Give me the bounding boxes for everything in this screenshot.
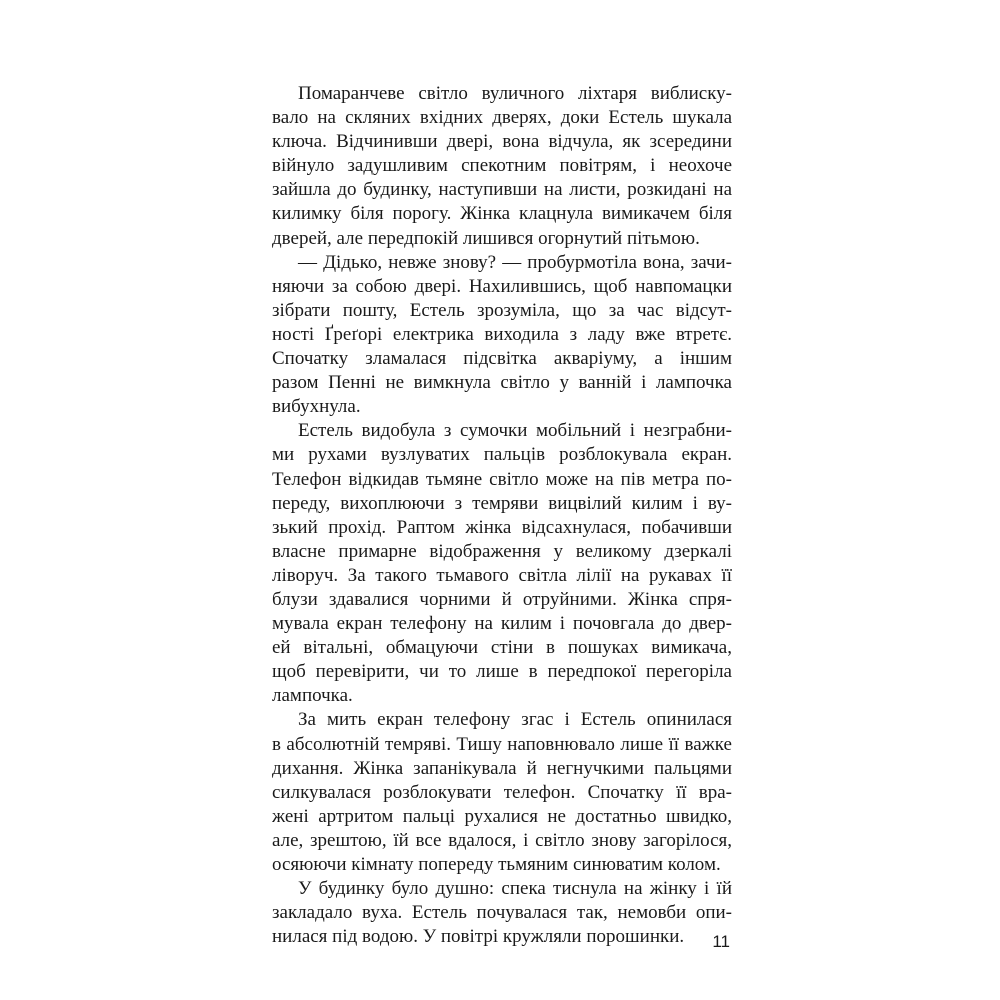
text-line: переду, вихоплюючи з темряви вицвілий килим і ву- bbox=[272, 492, 732, 514]
text-line: За мить екран телефону згас і Естель опинилася bbox=[298, 709, 732, 731]
text-line: зайшла до будинку, наступивши на листи, розкидані на bbox=[272, 179, 732, 201]
page-number: 11 bbox=[712, 932, 730, 951]
text-line: ліворуч. За такого тьмавого світла лілії на рукавах її bbox=[272, 564, 732, 586]
text-line: Спочатку зламалася підсвітка акваріуму, а іншим bbox=[272, 348, 732, 370]
paragraph bbox=[272, 251, 732, 420]
text-line: зібрати пошту, Естель зрозуміла, що за час відсут- bbox=[272, 299, 732, 321]
text-line: У будинку було душно: спека тиснула на жінку і їй bbox=[298, 878, 732, 900]
text-line: дихання. Жінка запанікувала й негнучкими пальцями bbox=[272, 757, 732, 779]
text-line: закладало вуха. Естель почувалася так, немовби опи- bbox=[272, 902, 732, 924]
text-line: силкувалася розблокувати телефон. Спочатку її вра- bbox=[272, 781, 732, 803]
text-line: дверей, але передпокій лишився огорнутий пітьмою. bbox=[272, 227, 700, 249]
text-line: осяюючи кімнату попереду тьмяним синюватим колом. bbox=[272, 854, 721, 875]
text-line: ей вітальні, обмацуючи стіни в пошуках вимикача, bbox=[272, 637, 732, 659]
text-line: жені артритом пальці рухалися не достатньо швидко, bbox=[272, 805, 732, 827]
paragraph bbox=[272, 877, 732, 949]
paragraph bbox=[272, 419, 732, 708]
text-line: в абсолютній темряві. Тишу наповнювало лише її важке bbox=[272, 733, 732, 755]
text-line: лампочка. bbox=[272, 685, 353, 707]
text-line: Естель видобула з сумочки мобільний і незграбни- bbox=[298, 420, 732, 442]
text-line: разом Пенні не вимкнула світло у ванній і лампочка bbox=[272, 372, 732, 394]
text-line: щоб перевірити, чи то лише в передпокої перегоріла bbox=[272, 661, 732, 683]
text-line: нилася під водою. У повітрі кружляли порошинки. bbox=[272, 926, 685, 948]
text-line: мувала екран телефону на килим і почовгала до двер- bbox=[272, 613, 732, 635]
text-line: власне примарне відображення у великому дзеркалі bbox=[272, 540, 732, 562]
text-line: війнуло задушливим спекотним повітрям, і неохоче bbox=[272, 155, 732, 177]
text-line: няючи за собою двері. Нахилившись, щоб навпомацки bbox=[272, 275, 732, 297]
text-line: вало на скляних вхідних дверях, доки Естель шукала bbox=[272, 107, 732, 129]
text-line: ми рухами вузлуватих пальців розблокувала екран. bbox=[272, 444, 732, 466]
text-line: вибухнула. bbox=[272, 396, 361, 418]
text-line: килимку біля порогу. Жінка клацнула вимикачем біля bbox=[272, 203, 732, 225]
text-line: Помаранчеве світло вуличного ліхтаря виблиску- bbox=[298, 83, 732, 104]
text-line: Телефон відкидав тьмяне світло може на пів метра по- bbox=[272, 468, 732, 490]
text-line: ності Ґреґорі електрика виходила з ладу вже втретє. bbox=[272, 323, 732, 345]
body-text bbox=[272, 82, 732, 949]
paragraph bbox=[272, 82, 732, 251]
text-line: — Дідько, невже знову? — пробурмотіла вона, зачи- bbox=[298, 251, 732, 273]
text-line: ключа. Відчинивши двері, вона відчула, як зсередини bbox=[272, 131, 732, 153]
text-line: блузи здавалися чорними й отруйними. Жінка спря- bbox=[272, 588, 732, 610]
text-line: але, зрештою, їй все вдалося, і світло знову загорілося, bbox=[272, 829, 732, 851]
text-line: зький прохід. Раптом жінка відсахнулася, побачивши bbox=[272, 516, 732, 538]
paragraph bbox=[272, 708, 732, 877]
